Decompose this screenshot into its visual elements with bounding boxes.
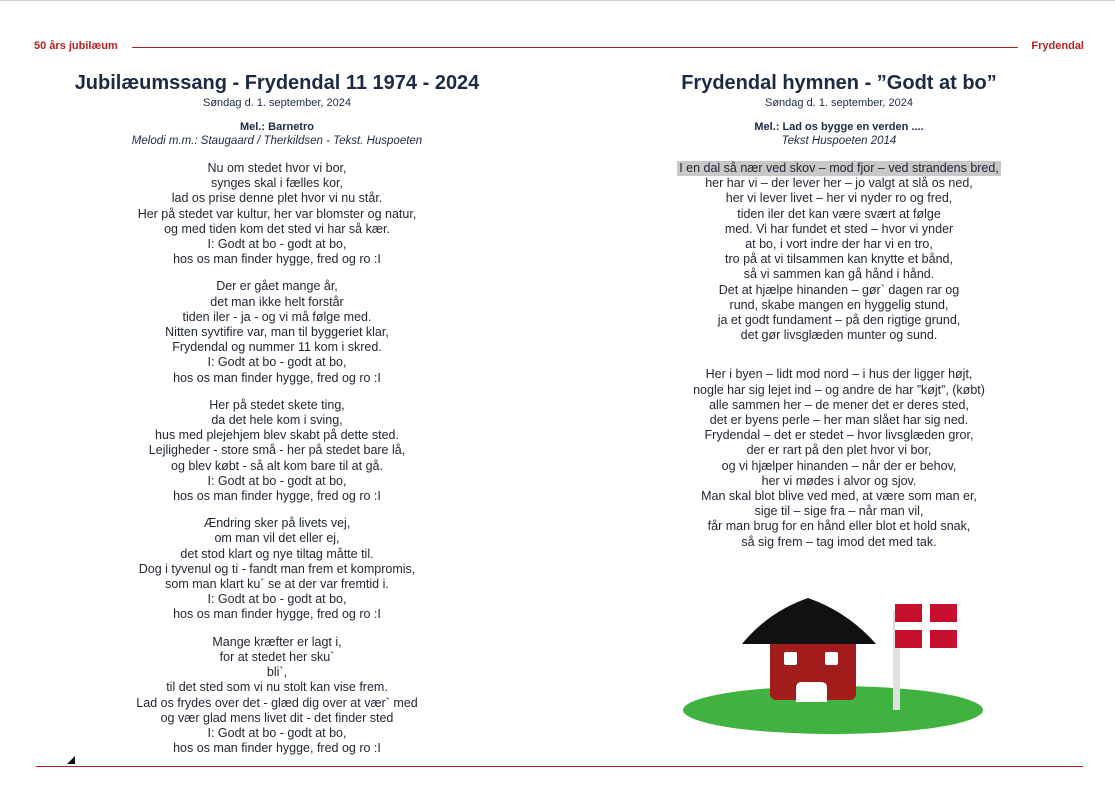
verse-line: Lejligheder - store små - her på stedet bare lå, bbox=[148, 443, 406, 458]
house-roof bbox=[742, 598, 876, 644]
right-song-verses bbox=[664, 161, 1014, 550]
verse-line: og vær glad mens livet dit - det finder sted bbox=[160, 710, 394, 725]
verse-line: hos os man finder hygge, fred og ro :I bbox=[173, 252, 381, 267]
verse-line: Dog i tyvenul og ti - fandt man frem et kompromis, bbox=[138, 561, 416, 576]
verse-line: Ændring sker på livets vej, bbox=[203, 516, 351, 531]
verse-line: det man ikke helt forstår bbox=[210, 294, 344, 309]
verse-line: her har vi – der lever her – jo valgt at slå os ned, bbox=[705, 176, 973, 191]
left-verse-1 bbox=[57, 161, 497, 267]
verse-line: ja et godt fundament – på den rigtige grund, bbox=[717, 313, 961, 328]
verse-line: Mange kræfter er lagt i, bbox=[212, 634, 342, 649]
house-window-left bbox=[784, 652, 797, 665]
left-song-title: Jubilæumssang - Frydendal 11 1974 - 2024 bbox=[74, 72, 480, 94]
verse-line: hos os man finder hygge, fred og ro :I bbox=[173, 489, 381, 504]
corner-mark-icon bbox=[67, 756, 75, 764]
verse-line: så vi sammen kan gå hånd i hånd. bbox=[743, 267, 935, 282]
verse-line bbox=[664, 161, 1014, 176]
right-song-date: Søndag d. 1. september, 2024 bbox=[765, 97, 913, 109]
verse-line: bli`, bbox=[266, 665, 288, 680]
house-with-flag-illustration bbox=[680, 592, 990, 737]
verse-line: Frydendal og nummer 11 kom i skred. bbox=[172, 340, 382, 355]
verse-line: I: Godt at bo - godt at bo, bbox=[207, 237, 347, 252]
danish-flag-icon bbox=[895, 604, 957, 648]
verse-line: og med tiden kom det sted vi har så kær. bbox=[164, 221, 390, 236]
verse-line: tiden iler det kan være svært at følge bbox=[737, 206, 941, 221]
verse-line: Her på stedet skete ting, bbox=[209, 397, 345, 412]
verse-line: I: Godt at bo - godt at bo, bbox=[207, 592, 347, 607]
house-window-right bbox=[825, 652, 838, 665]
verse-line: så sig frem – tag imod det med tak. bbox=[741, 534, 937, 549]
left-verse-3 bbox=[57, 398, 497, 504]
verse-line: der er rart på den plet hvor vi bor, bbox=[746, 443, 932, 458]
verse-line: som man klart ku´ se at der var fremtid i. bbox=[165, 577, 389, 592]
verse-line: sige til – sige fra – når man vil, bbox=[754, 504, 924, 519]
verse-line: rund, skabe mangen en hyggelig stund, bbox=[729, 297, 949, 312]
verse-line: om man vil det eller ej, bbox=[214, 531, 340, 546]
verse-line: Det at hjælpe hinanden – gør` dagen rar og bbox=[718, 282, 960, 297]
right-song bbox=[664, 70, 1014, 550]
footer-rule bbox=[36, 766, 1083, 767]
left-verse-5 bbox=[57, 635, 497, 757]
verse-line: Nu om stedet hvor vi bor, bbox=[207, 161, 347, 175]
verse-line: for at stedet her sku` bbox=[219, 649, 335, 664]
left-verse-2 bbox=[57, 279, 497, 385]
header-left-label: 50 års jubilæum bbox=[34, 40, 118, 52]
verse-line: I: Godt at bo - godt at bo, bbox=[207, 473, 347, 488]
verse-line: synges skal i fælles kor, bbox=[211, 176, 343, 191]
left-song-melody: Mel.: Barnetro bbox=[240, 121, 314, 133]
verse-line: hus med plejehjem blev skabt på dette sted. bbox=[155, 428, 399, 443]
left-song-date: Søndag d. 1. september, 2024 bbox=[203, 97, 351, 109]
verse-line: I: Godt at bo - godt at bo, bbox=[207, 725, 347, 740]
highlighted-line[interactable]: I en dal så nær ved skov – mod fjor – ved strandens bred, bbox=[679, 161, 999, 175]
verse-line: og vi hjælper hinanden – når der er behov, bbox=[721, 458, 957, 473]
verse-line: Frydendal – det er stedet – hvor livsglæden gror, bbox=[704, 428, 974, 443]
verse-line: Her på stedet var kultur, her var blomster og natur, bbox=[137, 206, 417, 221]
verse-line: hos os man finder hygge, fred og ro :I bbox=[173, 607, 381, 622]
page-header bbox=[34, 38, 1084, 56]
verse-line: at bo, i vort indre der har vi en tro, bbox=[745, 237, 933, 252]
verse-line: tiden iler - ja - og vi må følge med. bbox=[182, 309, 372, 324]
verse-line: det er byens perle – her man slået har sig ned. bbox=[709, 413, 969, 428]
verse-line: får man brug for en hånd eller blot et hold snak, bbox=[707, 519, 971, 534]
verse-line: nogle har sig lejet ind – og andre de har ”køjt”, (købt) bbox=[693, 382, 985, 397]
left-song-credits: Melodi m.m.: Staugaard / Therkildsen - Tekst. Huspoeten bbox=[131, 135, 423, 147]
right-song-title: Frydendal hymnen - ”Godt at bo” bbox=[681, 72, 997, 94]
verse-line: her vi mødes i alvor og sjov. bbox=[761, 473, 917, 488]
verse-line: tro på at vi tilsammen kan knytte et bånd, bbox=[725, 252, 953, 267]
verse-line: det gør livsglæden munter og sund. bbox=[740, 328, 938, 343]
verse-line: hos os man finder hygge, fred og ro :I bbox=[173, 370, 381, 385]
top-border bbox=[0, 0, 1115, 1]
left-verse-4 bbox=[57, 516, 497, 622]
verse-line: det stod klart og nye tiltag måtte til. bbox=[180, 546, 374, 561]
verse-line: Her i byen – lidt mod nord – i hus der ligger højt, bbox=[705, 367, 973, 382]
verse-line: til det sted som vi nu stolt kan vise frem. bbox=[166, 680, 388, 695]
verse-line: da det hele kom i sving, bbox=[211, 413, 343, 428]
verse-line: lad os prise denne plet hvor vi nu står. bbox=[171, 191, 383, 206]
right-song-credits: Tekst Huspoeten 2014 bbox=[781, 135, 897, 147]
right-verse-1 bbox=[664, 161, 1014, 343]
verse-line: I: Godt at bo - godt at bo, bbox=[207, 355, 347, 370]
verse-line: Nitten syvtifire var, man til byggeriet klar, bbox=[165, 325, 389, 340]
right-song-melody: Mel.: Lad os bygge en verden .... bbox=[754, 121, 924, 133]
header-right-label: Frydendal bbox=[1031, 40, 1084, 52]
verse-line: Der er gået mange år, bbox=[216, 279, 338, 294]
verse-line: og blev købt - så alt kom bare til at gå. bbox=[171, 458, 383, 473]
right-verse-2 bbox=[664, 367, 1014, 549]
verse-line: hos os man finder hygge, fred og ro :I bbox=[173, 741, 381, 756]
left-song-verses bbox=[57, 161, 497, 756]
verse-line: Lad os frydes over det - glæd dig over at vær` med bbox=[136, 695, 418, 710]
verse-line: her vi lever livet – her vi nyder ro og fred, bbox=[725, 191, 953, 206]
verse-line: Man skal blot blive ved med, at være som man er, bbox=[701, 489, 977, 504]
verse-line: alle sammen her – de mener det er deres sted, bbox=[709, 397, 969, 412]
house-door bbox=[796, 682, 827, 702]
header-rule bbox=[132, 47, 1018, 48]
left-song bbox=[57, 70, 497, 756]
verse-line: med. Vi har fundet et sted – hvor vi ynder bbox=[724, 221, 954, 236]
